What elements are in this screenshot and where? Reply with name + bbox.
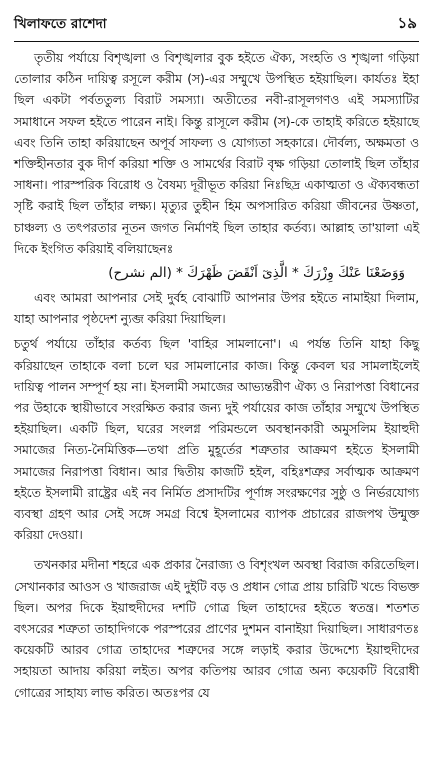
page-number: ১৯ xyxy=(397,14,417,32)
paragraph-2: এবং আমরা আপনার সেই দুর্বহ বোঝাটি আপনার উপর হইতে নামাইয়া দিলাম, যাহা আপনার পৃষ্ঠদেশ ন্যুব্জ করিয়া দিয়াছিল। xyxy=(14,290,419,327)
running-header xyxy=(14,12,419,42)
page-body xyxy=(14,47,419,703)
paragraph-3: চতুর্থ পর্যায়ে তাঁহার কর্তব্য ছিল 'বাহির সামলানো'। এ পর্যন্ত তিনি যাহা কিছু করিয়াছেন তাহাকে বলা চলে ঘর সামলানোর কাজ। কিন্তু কেবল ঘর সামলাইলেই দায়িত্ব পালন সম্পূর্ণ হয় না। ইসলামী সমাজের আভ্যন্তরীণ ঐক্য ও নিরাপত্তা বিধানের পর উহাকে স্থায়ীভাবে সংরক্ষিত করার জন্য দুই পর্যায়ের কাজ তাঁহার সম্মুখে উপস্থিত হইয়াছিল। একটি ছিল, ঘরের সংলগ্ন পরিমন্ডলে অবস্থানকারী অমুসলিম ইয়াহুদী সমাজের নিত্য-নৈমিত্তিক—তথা প্রতি মুহূর্তের শত্রুতার আক্রমণ হইতে ইসলামী সমাজের নিরাপত্তা বিধান। আর দ্বিতীয় কাজটি হইল, বহিঃশত্রুর সর্বাত্মক আক্রমণ হইতে ইসলামী রাষ্ট্রের এই নব নির্মিত প্রসাদটির পূর্ণাঙ্গ সংরক্ষণের সুষ্ঠু ও নির্ভরযোগ্য ব্যবস্থা গ্রহণ আর সেই সঙ্গে সমগ্র বিশ্বে ইসলামের ব্যাপক প্রচারের রাজপথ উন্মুক্ত করিয়া দেওয়া। xyxy=(14,336,419,543)
paragraph-1: তৃতীয় পর্যায়ে বিশৃঙ্খলা ও বিশৃঙ্খলার বুক হইতে ঐক্য, সংহতি ও শৃঙ্খলা গড়িয়া তোলার কঠিন দায়িত্ব রসূলে করীম (স)-এর সম্মুখে উপস্থিত হইয়াছিল। কার্যতঃ ইহা ছিল একটা পর্বততুল্য বিরাট সমস্যা। অতীতের নবী-রাসূলগণও এই সমস্যাটির সমাধানে সফল হইতে পারেন নাই। কিন্তু রাসূলে করীম (স)-কে তাহাই করিতে হইয়াছে এবং তিনি তাহা করিয়াছেন অপূর্ব সাফল্য ও যোগ্যতা সহকারে। দৌর্বল্য, অক্ষমতা ও শক্তিহীনতার বুক দীর্ণ করিয়া শক্তি ও সামর্থের বিরাট বৃক্ষ গড়িয়া তোলাই ছিল তাঁহার সাধনা। পারস্পরিক বিরোধ ও বৈষম্য দূরীভূত করিয়া নিঃছিদ্র একাত্মতা ও ঐক্যবন্ধতা সৃষ্টি করাই ছিল তাঁহার লক্ষ্য। মৃত্যুর তুহীন হিম অপসারিত করিয়া জীবনের উষ্ণতা, চাঞ্চল্য ও তৎপরতার নূতন জগত নির্মাণই ছিল তাহার কর্তব্য। আল্লাহ তা'য়ালা এই দিকে ইংগিত করিয়াই বলিয়াছেনঃ xyxy=(14,50,419,256)
arabic-quote: وَوَضَعْنَا عَنْكَ وِزْرَكَ * الَّذِىٓ اَنْقَضَ ظَهْرَكَ * (الم نشرح) xyxy=(108,265,405,282)
paragraph-4: তখনকার মদীনা শহরে এক প্রকার নৈরাজ্য ও বিশৃংখল অবস্থা বিরাজ করিতেছিল। সেখানকার আওস ও খাজরাজ এই দুইটি বড় ও প্রধান গোত্র প্রায় চারিটি খন্ডে বিভক্ত ছিল। অপর দিকে ইয়াহুদীদের দশটি গোত্র ছিল তাহাদের হইতে স্বতন্ত্র। শতশত বৎসরের শত্রুতা তাহাদিগকে পরস্পরের প্রাণের দুশমন বানাইয়া দিয়াছিল। সাধারণতঃ কয়েকটি আরব গোত্র তাহাদের শত্রুদের সঙ্গে লড়াই করার উদ্দেশ্যে ইয়াহুদীদের সহায়তা আদায় করিয়া লইত। অপর কতিপয় আরব গোত্র অন্য কয়েকটি বিরোধী গোত্রের সাহায্য লাভ করিত। অতঃপর যে xyxy=(14,557,419,700)
running-title: খিলাফতে রাশেদা xyxy=(14,16,107,32)
